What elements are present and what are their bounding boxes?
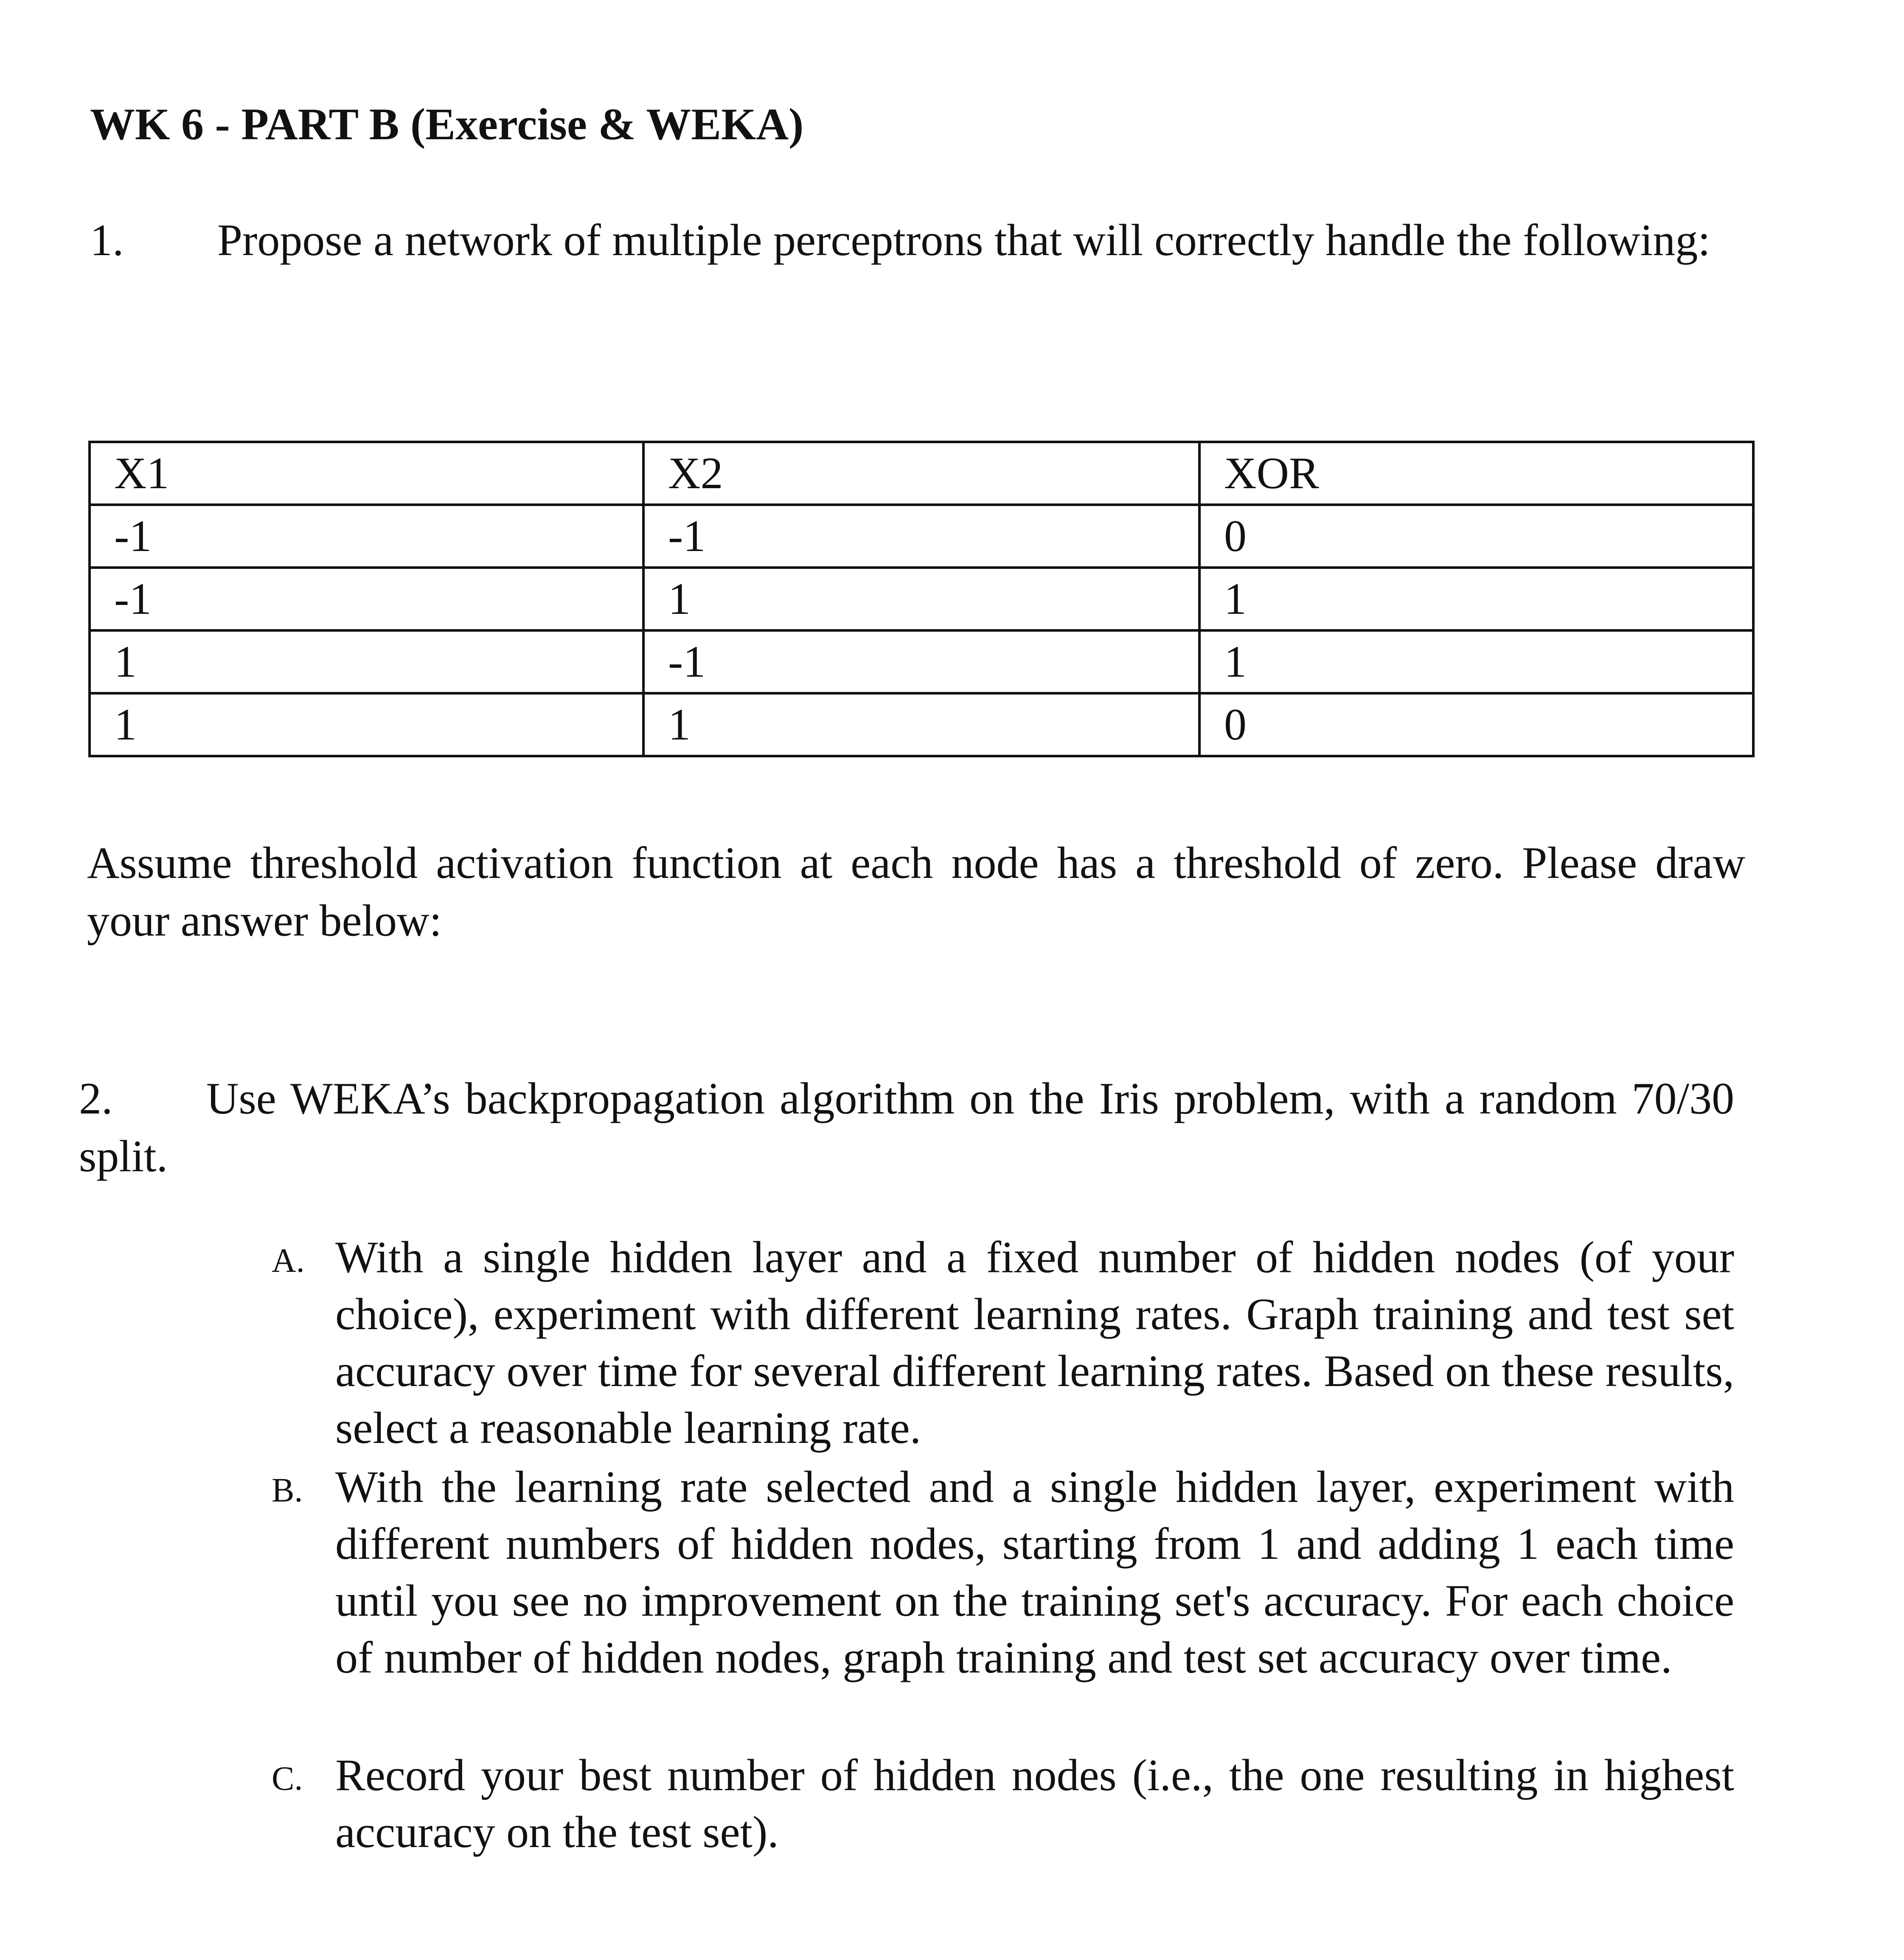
- question-2-number: 2.: [79, 1074, 113, 1123]
- table-cell: 1: [1199, 630, 1753, 693]
- assumption-paragraph: Assume threshold activation function at each node has a threshold of zero. Please draw your answer below:: [87, 838, 1745, 945]
- table-cell: 1: [90, 693, 643, 756]
- sub-item-text: With a single hidden layer and a fixed number of hidden nodes (of your choice), experiment with different learning rates. Graph training and test set accuracy over time for several different learning rates. Based on these results, select a reasonable learning rate.: [335, 1232, 1734, 1453]
- question-2-text: Use WEKA’s backpropagation algorithm on the Iris problem, with a random 70/30 split.: [79, 1074, 1734, 1181]
- sub-item-letter: A.: [272, 1242, 305, 1279]
- table-cell: 1: [643, 568, 1199, 630]
- table-header-cell: XOR: [1199, 442, 1753, 505]
- table-row: [90, 505, 1753, 568]
- table-row: [90, 630, 1753, 693]
- sub-item-a: [272, 1229, 1734, 1457]
- table-header-cell: X1: [90, 442, 643, 505]
- table-cell: -1: [643, 505, 1199, 568]
- question-1: [90, 211, 1745, 269]
- table-cell: 0: [1199, 505, 1753, 568]
- table-cell: 0: [1199, 693, 1753, 756]
- table-row: [90, 568, 1753, 630]
- table-header-cell: X2: [643, 442, 1199, 505]
- table-cell: 1: [1199, 568, 1753, 630]
- question-2: [79, 1070, 1734, 1185]
- sub-item-text: With the learning rate selected and a single hidden layer, experiment with different numbers of hidden nodes, starting from 1 and adding 1 each time until you see no improvement on the training set's accuracy. For each choice of number of hidden nodes, graph training and test set accuracy over time.: [335, 1462, 1734, 1682]
- sub-item-letter: C.: [272, 1760, 303, 1797]
- table-cell: -1: [90, 568, 643, 630]
- sub-item-letter: B.: [272, 1472, 303, 1509]
- table-cell: 1: [643, 693, 1199, 756]
- table-row: [90, 693, 1753, 756]
- sub-item-text: Record your best number of hidden nodes (i.e., the one resulting in highest accuracy on the test set).: [335, 1750, 1734, 1857]
- question-1-text: Propose a network of multiple perceptrons that will correctly handle the following:: [217, 215, 1710, 265]
- table-header-row: [90, 442, 1753, 505]
- question-1-number: 1.: [90, 215, 124, 265]
- sub-item-b: [272, 1459, 1734, 1686]
- table-cell: -1: [643, 630, 1199, 693]
- xor-table: [88, 441, 1755, 757]
- sub-item-c: [272, 1747, 1734, 1861]
- table-cell: -1: [90, 505, 643, 568]
- page-title: WK 6 - PART B (Exercise & WEKA): [90, 99, 804, 149]
- table-cell: 1: [90, 630, 643, 693]
